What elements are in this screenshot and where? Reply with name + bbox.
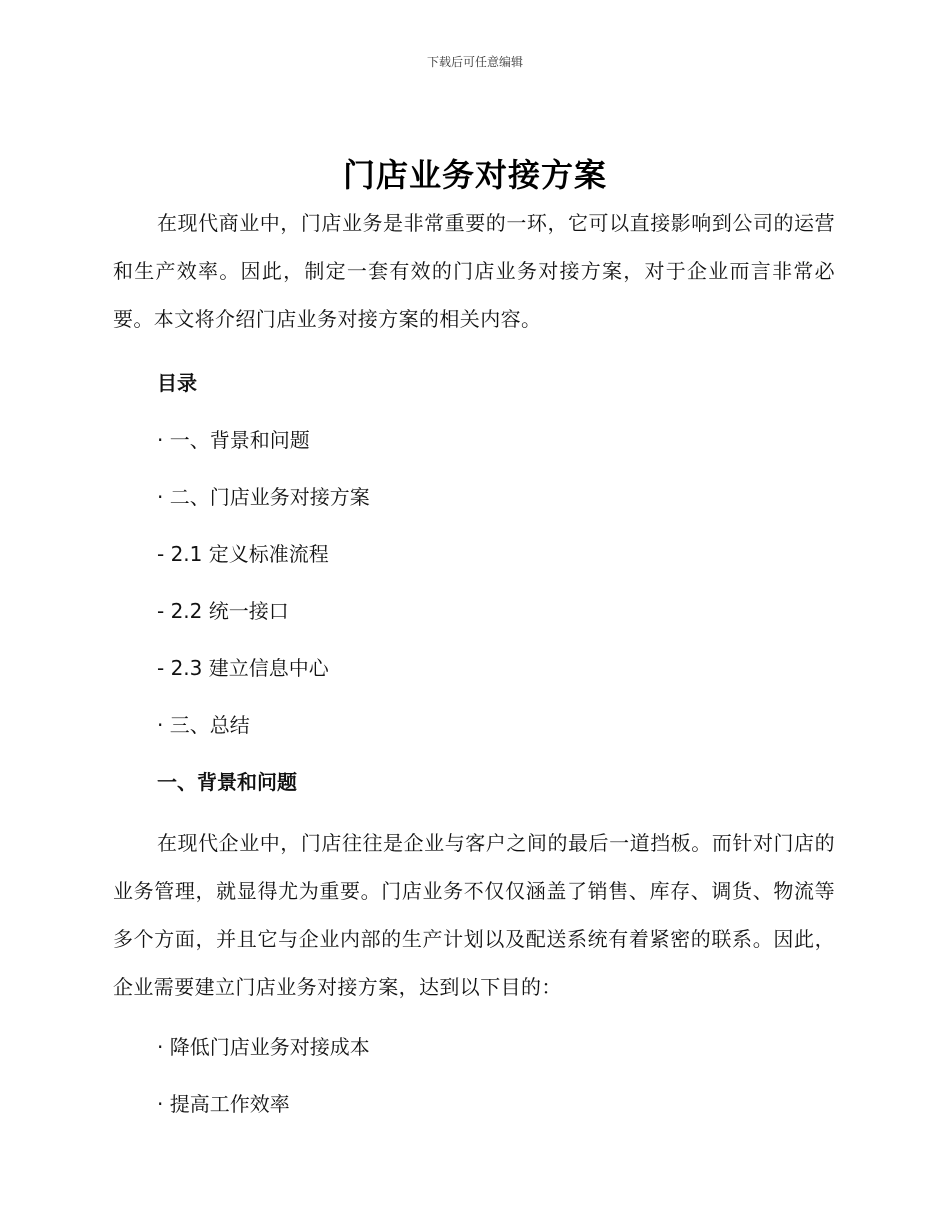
- header-note: 下载后可任意编辑: [426, 55, 523, 69]
- toc-item: - 2.3 建立信息中心: [157, 656, 329, 680]
- intro-paragraph: 在现代商业中，门店业务是非常重要的一环，它可以直接影响到公司的运营和生产效率。因此，制定一套有效的门店业务对接方案，对于企业而言非常必要。本文将介绍门店业务对接方案的相关内容。: [113, 211, 835, 331]
- document-body: [113, 199, 835, 1133]
- toc-item: · 三、总结: [157, 713, 250, 737]
- section-paragraph: 在现代企业中，门店往往是企业与客户之间的最后一道挡板。而针对门店的业务管理，就显得尤为重要。门店业务不仅仅涵盖了销售、库存、调货、物流等多个方面，并且它与企业内部的生产计划以及配送系统有着紧密的联系。因此，企业需要建立门店业务对接方案，达到以下目的：: [113, 831, 835, 999]
- toc-heading: 目录: [157, 371, 197, 395]
- goal-item: · 提高工作效率: [157, 1092, 290, 1116]
- goal-item: · 降低门店业务对接成本: [157, 1035, 370, 1059]
- document-title: 门店业务对接方案: [342, 156, 607, 194]
- toc-item: · 一、背景和问题: [157, 428, 310, 452]
- toc-item: - 2.2 统一接口: [157, 599, 289, 623]
- toc-item: - 2.1 定义标准流程: [157, 542, 329, 566]
- toc-item: · 二、门店业务对接方案: [157, 485, 370, 509]
- section-heading: 一、背景和问题: [157, 770, 297, 794]
